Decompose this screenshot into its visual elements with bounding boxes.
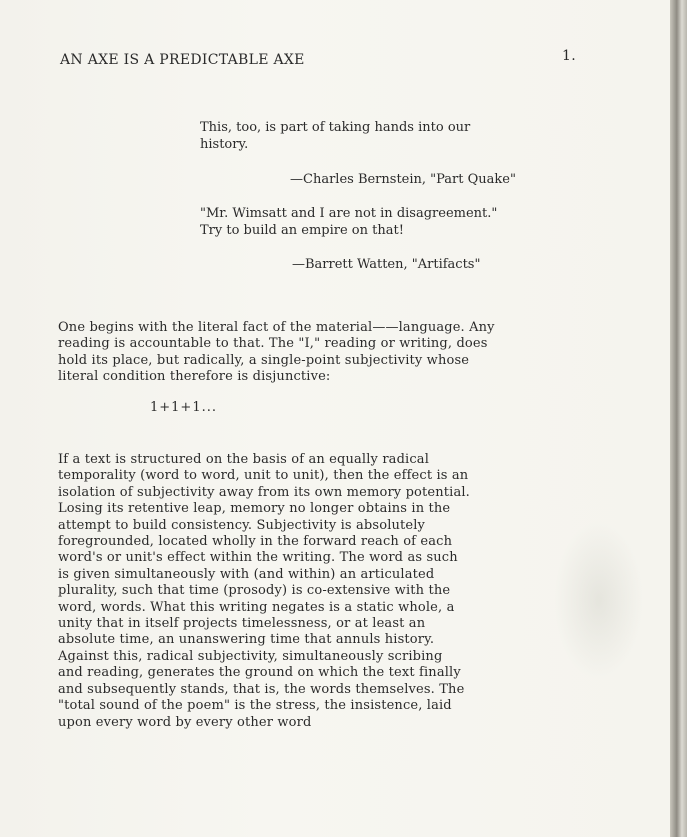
text-line: reading is accountable to that. The "I," reading or writing, does: [58, 336, 488, 352]
epigraph-line: This, too, is part of taking hands into our: [200, 120, 471, 135]
text-line: plurality, such that time (prosody) is co-extensive with the: [58, 583, 451, 599]
epigraph-attribution-watten: —Barrett Watten, "Artifacts": [292, 257, 481, 272]
text-line: word, words. What this writing negates is a static whole, a: [58, 599, 455, 615]
epigraph-line: history.: [200, 137, 249, 152]
text-line: isolation of subjectivity away from its own memory potential.: [58, 484, 470, 500]
text-line: Against this, radical subjectivity, simultaneously scribing: [58, 648, 443, 664]
text-line: upon every word by every other word: [58, 714, 312, 730]
text-line: Losing its retentive leap, memory no longer obtains in the: [58, 501, 451, 517]
text-line: "total sound of the poem" is the stress, the insistence, laid: [58, 698, 452, 714]
text-line: temporality (word to word, unit to unit), then the effect is an: [58, 468, 469, 484]
text-line: is given simultaneously with (and within) an articulated: [58, 566, 435, 582]
text-line: If a text is structured on the basis of an equally radical: [58, 452, 429, 467]
text-line: word's or unit's effect within the writing. The word as such: [58, 550, 458, 566]
epigraph-watten: [200, 205, 497, 239]
text-line: attempt to build consistency. Subjectivity is absolutely: [58, 517, 426, 533]
text-line: unity that in itself projects timelessness, or at least an: [58, 616, 426, 632]
text-line: absolute time, an unanswering time that annuls history.: [58, 632, 435, 648]
page-number: 1.: [562, 48, 576, 64]
epigraphs: [200, 119, 620, 272]
formula: 1+1+1...: [150, 400, 217, 415]
epigraph-line: Try to build an empire on that!: [200, 223, 404, 238]
running-title: AN AXE IS A PREDICTABLE AXE: [60, 52, 305, 68]
text-line: literal condition therefore is disjunctive:: [58, 369, 331, 385]
book-spine: [670, 0, 687, 837]
text-line: and subsequently stands, that is, the words themselves. The: [58, 681, 465, 697]
text-line: and reading, generates the ground on which the text finally: [58, 665, 461, 681]
paragraph-2: [58, 452, 608, 731]
epigraph-line: "Mr. Wimsatt and I are not in disagreement.": [200, 206, 498, 221]
text-line: One begins with the literal fact of the material——language. Any: [58, 320, 495, 335]
epigraph-attribution-bernstein: —Charles Bernstein, "Part Quake": [290, 172, 516, 187]
text-line: hold its place, but radically, a single-point subjectivity whose: [58, 352, 470, 368]
text-line: foregrounded, located wholly in the forward reach of each: [58, 534, 453, 550]
paragraph-1: [58, 320, 608, 386]
